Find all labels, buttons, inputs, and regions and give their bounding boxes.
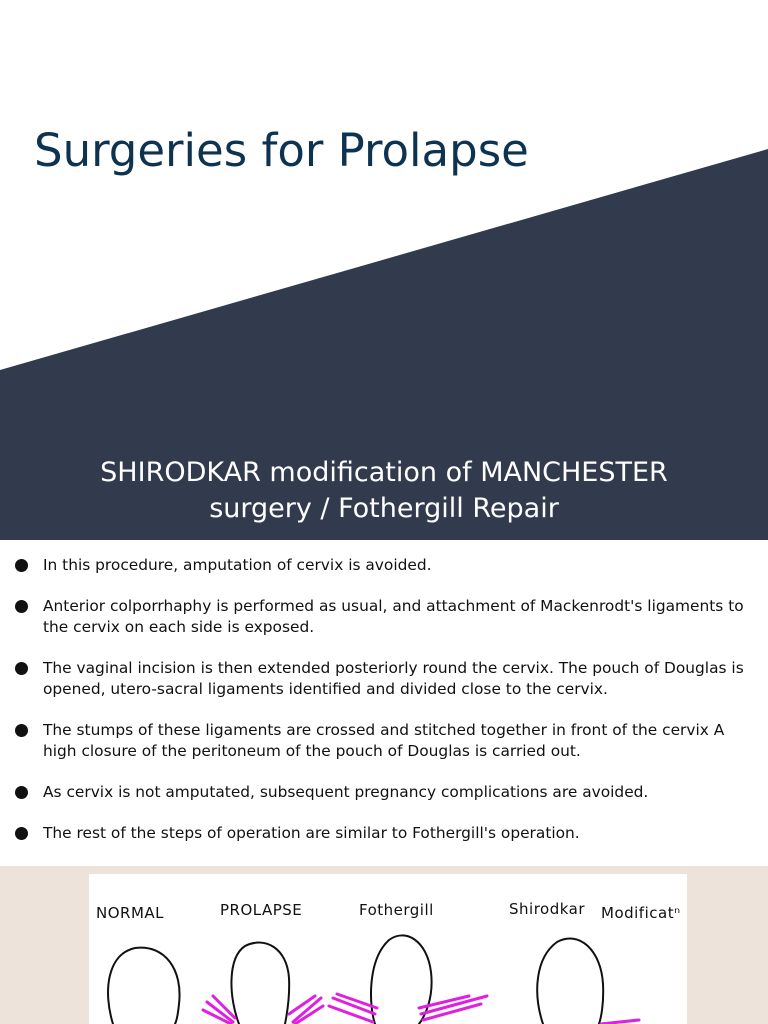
bullet-dot-icon bbox=[15, 827, 28, 840]
bullet-item bbox=[0, 555, 768, 576]
slide-title: Surgeries for Prolapse bbox=[34, 124, 529, 177]
normal-uterus-outline bbox=[108, 948, 180, 1024]
diagram-label-prolapse: PROLAPSE bbox=[220, 901, 303, 919]
diagram-card bbox=[89, 874, 687, 1024]
bullet-list bbox=[0, 555, 768, 844]
bullet-dot-icon bbox=[15, 724, 28, 737]
bullet-text: The vaginal incision is then extended posteriorly round the cervix. The pouch of Douglas is opened, utero-sacral ligaments identified and divided close to the cervix. bbox=[43, 659, 744, 698]
diagram-label-fothergill: Fothergill bbox=[359, 901, 434, 919]
bullet-item bbox=[0, 782, 768, 803]
slide-subtitle-line-1: SHIRODKAR modification of MANCHESTER bbox=[100, 457, 668, 488]
bullet-dot-icon bbox=[15, 559, 28, 572]
bullet-item bbox=[0, 720, 768, 762]
bullet-text: The rest of the steps of operation are similar to Fothergill's operation. bbox=[43, 824, 580, 842]
prolapse-uterus-outline bbox=[231, 943, 289, 1024]
bullet-text: Anterior colporrhaphy is performed as usual, and attachment of Mackenrodt's ligaments to the cervix on each side is exposed. bbox=[43, 597, 744, 636]
bullet-text: As cervix is not amputated, subsequent pregnancy complications are avoided. bbox=[43, 783, 649, 801]
shirodkar-uterus-outline bbox=[537, 938, 603, 1024]
bullet-dot-icon bbox=[15, 662, 28, 675]
slide-subtitle bbox=[0, 455, 768, 527]
diagram-label-modification: Modificatⁿ bbox=[601, 904, 681, 922]
slide-subtitle-line-2: surgery / Fothergill Repair bbox=[209, 493, 559, 524]
diagram-label-normal: NORMAL bbox=[96, 904, 165, 922]
uterus-diagram-drawing bbox=[89, 874, 687, 1024]
bullet-item bbox=[0, 658, 768, 700]
bullet-dot-icon bbox=[15, 600, 28, 613]
bullet-item bbox=[0, 596, 768, 638]
bullet-dot-icon bbox=[15, 786, 28, 799]
bullet-item bbox=[0, 823, 768, 844]
bullet-text: In this procedure, amputation of cervix is avoided. bbox=[43, 556, 432, 574]
bullet-text: The stumps of these ligaments are crossed and stitched together in front of the cervix A high closure of the peritoneum of the pouch of Douglas is carried out. bbox=[43, 721, 725, 760]
diagram-label-shirodkar: Shirodkar bbox=[509, 900, 586, 918]
fothergill-uterus-outline bbox=[371, 935, 432, 1024]
shirodkar-ligament-right bbox=[601, 1020, 639, 1024]
